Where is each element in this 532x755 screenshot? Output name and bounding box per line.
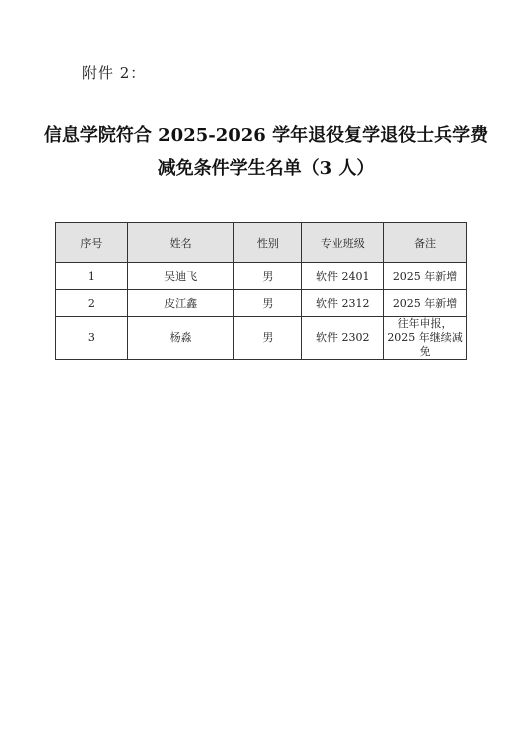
document-title-line-2: 减免条件学生名单（3 人） [157, 158, 375, 179]
table-header-row [56, 223, 467, 263]
header-gender: 性别 [234, 223, 302, 263]
cell-name: 杨淼 [127, 317, 234, 360]
attachment-label: 附件 2： [82, 64, 147, 82]
cell-gender: 男 [234, 317, 302, 360]
cell-index: 2 [56, 290, 128, 317]
header-major-class: 专业班级 [302, 223, 384, 263]
table-row [56, 317, 467, 360]
header-remarks: 备注 [384, 223, 467, 263]
cell-gender: 男 [234, 290, 302, 317]
cell-remarks: 2025 年新增 [384, 263, 467, 290]
cell-index: 1 [56, 263, 128, 290]
cell-major-class: 软件 2401 [302, 263, 384, 290]
cell-gender: 男 [234, 263, 302, 290]
table-row [56, 263, 467, 290]
student-list-table [55, 222, 467, 360]
cell-index: 3 [56, 317, 128, 360]
cell-remarks: 往年申报，2025 年继续减免 [384, 317, 467, 360]
cell-name: 吴迪飞 [127, 263, 234, 290]
header-name: 姓名 [127, 223, 234, 263]
document-title-line-1: 信息学院符合 2025-2026 学年退役复学退役士兵学费 [43, 125, 489, 146]
table-row [56, 290, 467, 317]
cell-name: 皮江鑫 [127, 290, 234, 317]
cell-major-class: 软件 2312 [302, 290, 384, 317]
header-index: 序号 [56, 223, 128, 263]
cell-major-class: 软件 2302 [302, 317, 384, 360]
cell-remarks: 2025 年新增 [384, 290, 467, 317]
